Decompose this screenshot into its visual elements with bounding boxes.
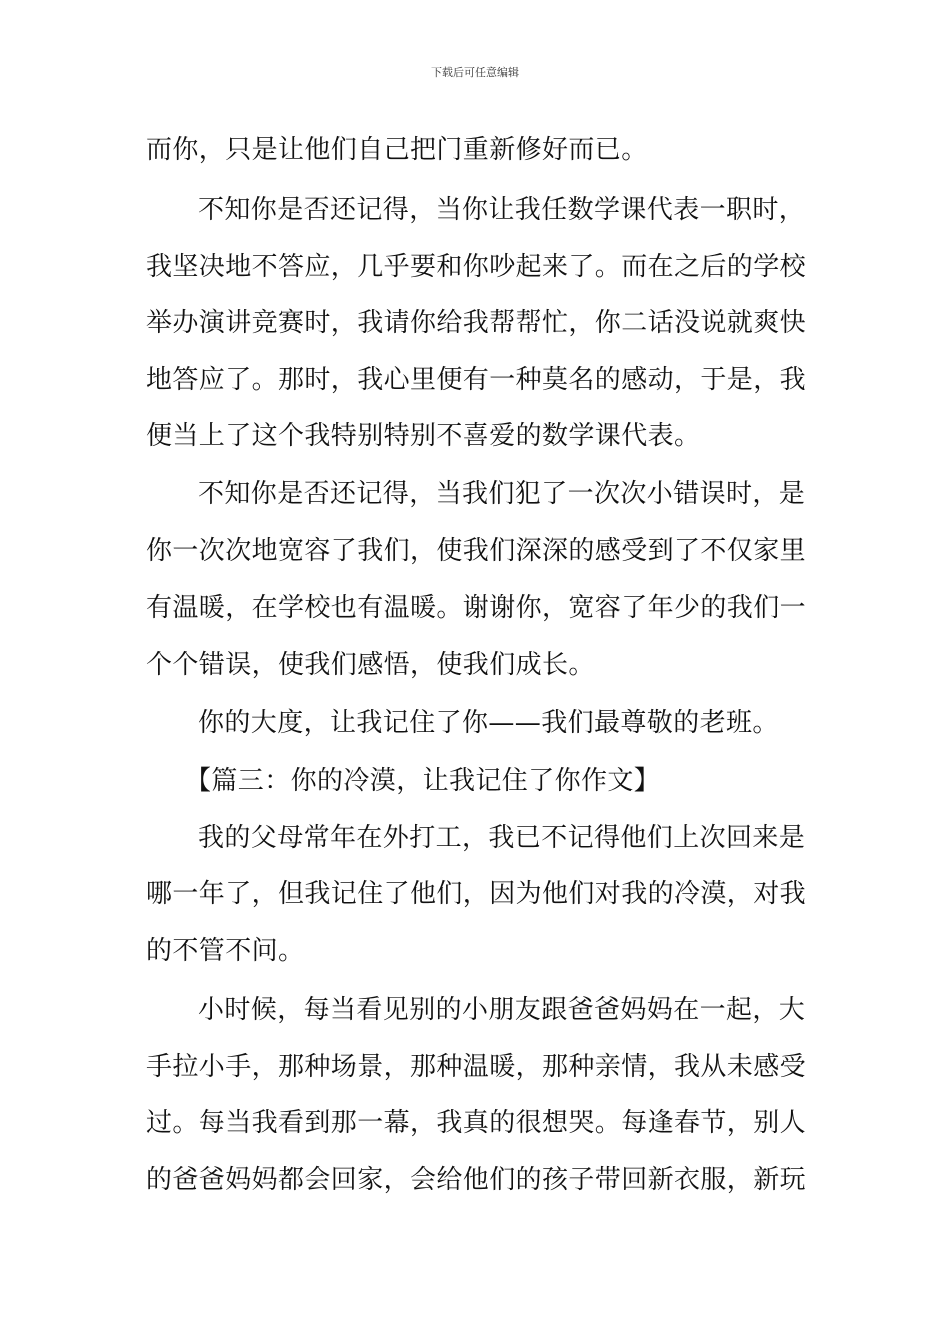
- text-line: 而你，只是让他们自己把门重新修好而已。: [146, 135, 648, 165]
- text-line: 的不管不问。: [146, 936, 305, 966]
- text-line: 哪一年了，但我记住了他们，因为他们对我的冷漠，对我: [146, 879, 807, 909]
- text-line: 有温暖，在学校也有温暖。谢谢你，宽容了年少的我们一: [146, 593, 807, 623]
- page-header: 下载后可任意编辑: [431, 66, 519, 79]
- text-line: 个个错误，使我们感悟，使我们成长。: [146, 650, 595, 680]
- text-line: 不知你是否还记得，当你让我任数学课代表一职时，: [198, 195, 806, 225]
- text-line: 手拉小手，那种场景，那种温暖，那种亲情，我从未感受: [146, 1052, 807, 1082]
- text-line: 的爸爸妈妈都会回家，会给他们的孩子带回新衣服，新玩: [146, 1165, 807, 1195]
- text-line: 举办演讲竞赛时，我请你给我帮帮忙，你二话没说就爽快: [146, 308, 807, 338]
- section-heading: 【篇三：你的冷漠，让我记住了你作文】: [185, 766, 661, 796]
- text-line: 过。每当我看到那一幕，我真的很想哭。每逢春节，别人: [146, 1108, 807, 1138]
- text-line: 我的父母常年在外打工，我已不记得他们上次回来是: [198, 823, 806, 853]
- text-line: 我坚决地不答应，几乎要和你吵起来了。而在之后的学校: [146, 252, 807, 282]
- text-line: 便当上了这个我特别特别不喜爱的数学课代表。: [146, 421, 701, 451]
- text-line: 你的大度，让我记住了你——我们最尊敬的老班。: [198, 708, 779, 738]
- text-line: 你一次次地宽容了我们，使我们深深的感受到了不仅家里: [146, 536, 807, 566]
- text-line: 小时候，每当看见别的小朋友跟爸爸妈妈在一起，大: [198, 995, 806, 1025]
- text-line: 地答应了。那时，我心里便有一种莫名的感动，于是，我: [146, 365, 807, 395]
- text-line: 不知你是否还记得，当我们犯了一次次小错误时，是: [198, 479, 806, 509]
